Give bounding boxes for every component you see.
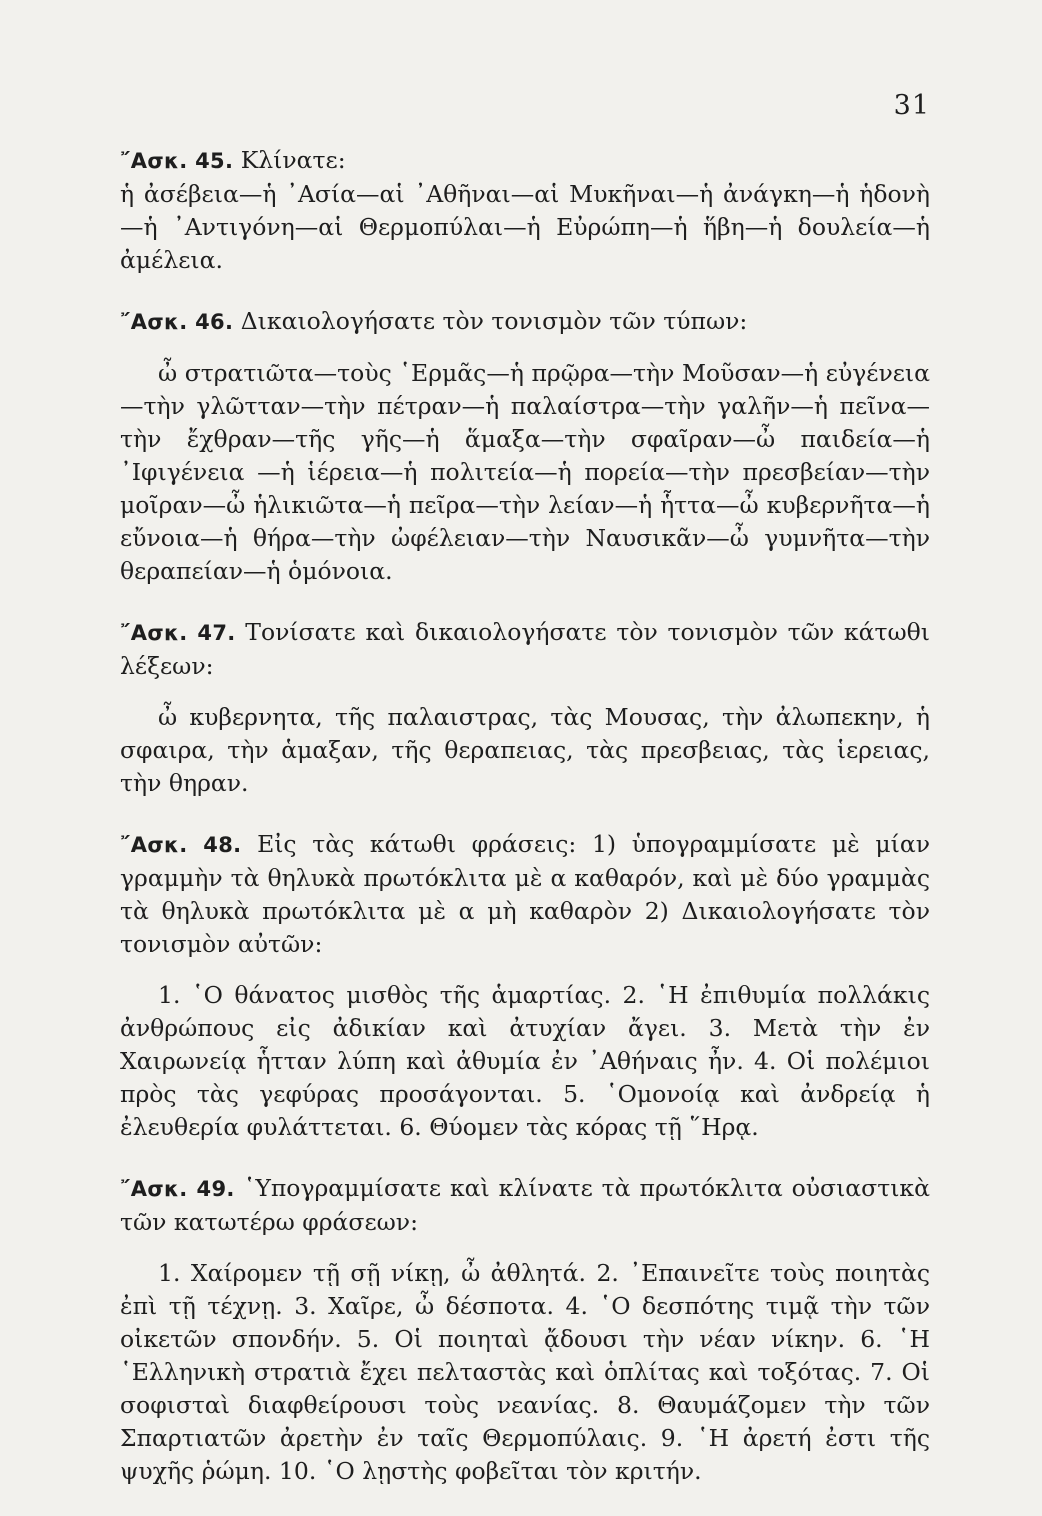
exercise-47 <box>120 616 930 800</box>
exercise-label: ῎Ασκ. 47. <box>120 621 236 645</box>
exercise-46 <box>120 305 930 588</box>
exercise-heading <box>120 305 930 339</box>
exercise-45 <box>120 144 930 277</box>
page-number: 31 <box>893 90 930 121</box>
exercise-instruction: ῾Υπογραμμίσατε καὶ κλίνατε τὰ πρωτόκλιτα οὐσιαστικὰ τῶν κατωτέρω φράσεων: <box>120 1174 930 1236</box>
exercise-instruction: Τονίσατε καὶ δικαιολογήσατε τὸν τονισμὸν τῶν κάτωθι λέξεων: <box>120 618 930 680</box>
exercise-label: ῎Ασκ. 48. <box>120 833 242 857</box>
exercise-label: ῎Ασκ. 45. <box>120 149 234 173</box>
exercise-body: 1. Χαίρομεν τῇ σῇ νίκῃ, ὦ ἀθλητά. 2. ᾿Επαινεῖτε τοὺς ποιητὰς ἐπὶ τῇ τέχνῃ. 3. Χαῖρε, ὦ δέσποτα. 4. ῾Ο δεσπότης τιμᾷ τὴν τῶν οἰκετῶν σπονδήν. 5. Οἱ ποιηταὶ ᾄδουσι τὴν νέαν νίκην. 6. ῾Η ῾Ελληνικὴ στρατιὰ ἔχει πελταστὰς καὶ ὁπλίτας καὶ τοξότας. 7. Οἱ σοφισταὶ διαφθείρουσι τοὺς νεανίας. 8. Θαυμάζομεν τὴν τῶν Σπαρτιατῶν ἀρετὴν ἐν ταῖς Θερμοπύλαις. 9. ῾Η ἀρετή ἐστι τῆς ψυχῆς ῥώμη. 10. ῾Ο λῃστὴς φοβεῖται τὸν κριτήν. <box>120 1259 930 1485</box>
exercise-label: ῎Ασκ. 49. <box>120 1177 235 1201</box>
exercise-instruction: Εἰς τὰς κάτωθι φράσεις: 1) ὑπογραμμίσατε μὲ μίαν γραμμὴν τὰ θηλυκὰ πρωτόκλιτα μὲ α καθαρόν, καὶ μὲ δύο γραμμὰς τὰ θηλυκὰ πρωτόκλιτα μὲ α μὴ καθαρὸν 2) Δικαιολογήσατε τὸν τονισμὸν αὐτῶν: <box>120 830 930 958</box>
page-content <box>120 144 930 1516</box>
exercise-48 <box>120 828 930 1144</box>
exercise-instruction: Δικαιολογήσατε τὸν τονισμὸν τῶν τύπων: <box>240 307 748 335</box>
exercise-heading <box>120 828 930 961</box>
exercise-label: ῎Ασκ. 46. <box>120 310 234 334</box>
exercise-body: ὦ στρατιῶτα—τοὺς ῾Ερμᾶς—ἡ πρῷρα—τὴν Μοῦσαν—ἡ εὐγένεια —τὴν γλῶτταν—τὴν πέτραν—ἡ παλαίστρα—τὴν γαλῆν—ἡ πεῖνα—τὴν ἔχθραν—τῆς γῆς—ἡ ἅμαξα—τὴν σφαῖραν—ὦ παιδεία—ἡ ᾿Ιφιγένεια —ἡ ἱέρεια—ἡ πολιτεία—ἡ πορεία—τὴν πρεσβείαν—τὴν μοῖραν—ὦ ἡλικιῶτα—ἡ πεῖρα—τὴν λείαν—ἡ ἧττα—ὦ κυβερνῆτα—ἡ εὔνοια—ἡ θήρα—τὴν ὠφέλειαν—τὴν Ναυσικᾶν—ὦ γυμνῆτα—τὴν θεραπείαν—ἡ ὁμόνοια. <box>120 359 930 585</box>
exercise-heading <box>120 616 930 683</box>
exercise-body: ἡ ἀσέβεια—ἡ ᾿Ασία—αἱ ᾿Αθῆναι—αἱ Μυκῆναι—ἡ ἀνάγκη—ἡ ἡδονὴ—ἡ ᾿Αντιγόνη—αἱ Θερμοπύλαι—ἡ Εὐρώπη—ἡ ἥβη—ἡ δουλεία—ἡ ἀμέλεια. <box>120 180 930 274</box>
exercise-body: ὦ κυβερνητα, τῆς παλαιστρας, τὰς Μουσας, τὴν ἀλωπεκην, ἡ σφαιρα, τὴν ἁμαξαν, τῆς θεραπειας, τὰς πρεσβειας, τὰς ἱερειας, τὴν θηραν. <box>120 703 930 797</box>
exercise-heading <box>120 144 930 178</box>
exercise-heading <box>120 1172 930 1239</box>
exercise-instruction: Κλίνατε: <box>240 146 346 174</box>
exercise-49 <box>120 1172 930 1488</box>
exercise-body: 1. ῾Ο θάνατος μισθὸς τῆς ἁμαρτίας. 2. ῾Η ἐπιθυμία πολλάκις ἀνθρώπους εἰς ἀδικίαν καὶ ἀτυχίαν ἄγει. 3. Μετὰ τὴν ἐν Χαιρωνείᾳ ἧτταν λύπη καὶ ἀθυμία ἐν ᾿Αθήναις ἦν. 4. Οἱ πολέμιοι πρὸς τὰς γεφύρας προσάγονται. 5. ῾Ομονοίᾳ καὶ ἀνδρείᾳ ἡ ἐλευθερία φυλάττεται. 6. Θύομεν τὰς κόρας τῇ ῞Ηρᾳ. <box>120 981 930 1141</box>
